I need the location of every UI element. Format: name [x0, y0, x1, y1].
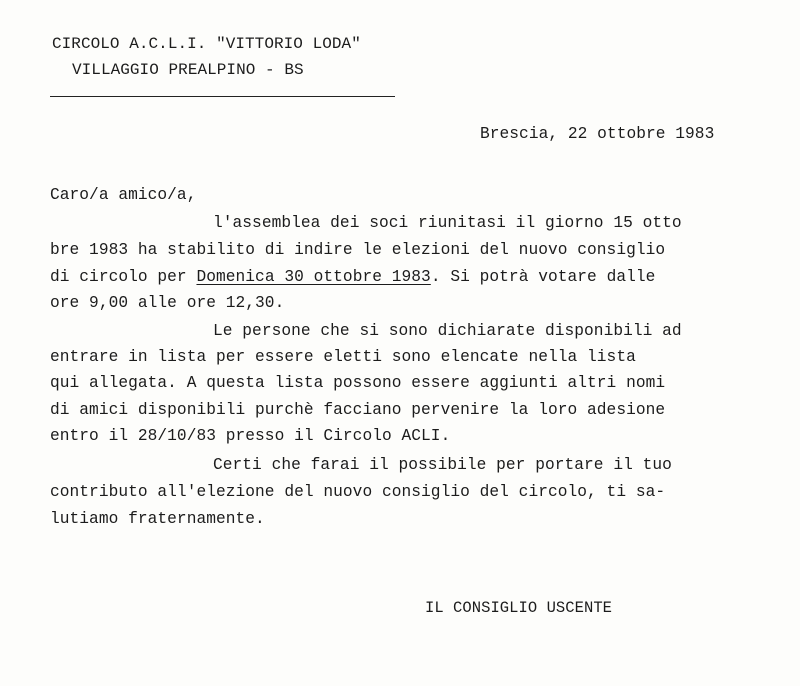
letter-date: Brescia, 22 ottobre 1983	[480, 125, 715, 143]
org-location: VILLAGGIO PREALPINO - BS	[72, 61, 304, 79]
paragraph-3-line-2: contributo all'elezione del nuovo consiglio del circolo, ti sa-	[50, 483, 666, 501]
paragraph-1-line-2: bre 1983 ha stabilito di indire le elezioni del nuovo consiglio	[50, 241, 666, 259]
signature: IL CONSIGLIO USCENTE	[425, 599, 613, 617]
paragraph-3-line-3: lutiamo fraternamente.	[50, 510, 265, 528]
paragraph-2-line-5: entro il 28/10/83 presso il Circolo ACLI.	[50, 427, 451, 445]
paragraph-1-line-4: ore 9,00 alle ore 12,30.	[50, 294, 285, 312]
paragraph-2-line-4: di amici disponibili purchè facciano pervenire la loro adesione	[50, 401, 666, 419]
org-name: CIRCOLO A.C.L.I. "VITTORIO LODA"	[52, 35, 361, 53]
paragraph-3-line-1: Certi che farai il possibile per portare il tuo	[213, 456, 672, 474]
paragraph-2-line-2: entrare in lista per essere eletti sono elencate nella lista	[50, 348, 636, 366]
paragraph-1-line-3-start: di circolo per	[50, 268, 197, 286]
paragraph-1-line-3	[50, 267, 655, 287]
header-rule	[50, 96, 395, 97]
paragraph-1-line-1: l'assemblea dei soci riunitasi il giorno 15 otto	[213, 214, 682, 232]
paragraph-2-line-1: Le persone che si sono dichiarate disponibili ad	[213, 322, 682, 340]
election-date: Domenica 30 ottobre 1983	[196, 268, 431, 286]
paragraph-1-line-3-end: . Si potrà votare dalle	[430, 268, 656, 286]
paragraph-2-line-3: qui allegata. A questa lista possono essere aggiunti altri nomi	[50, 374, 666, 392]
greeting: Caro/a amico/a,	[50, 186, 197, 204]
